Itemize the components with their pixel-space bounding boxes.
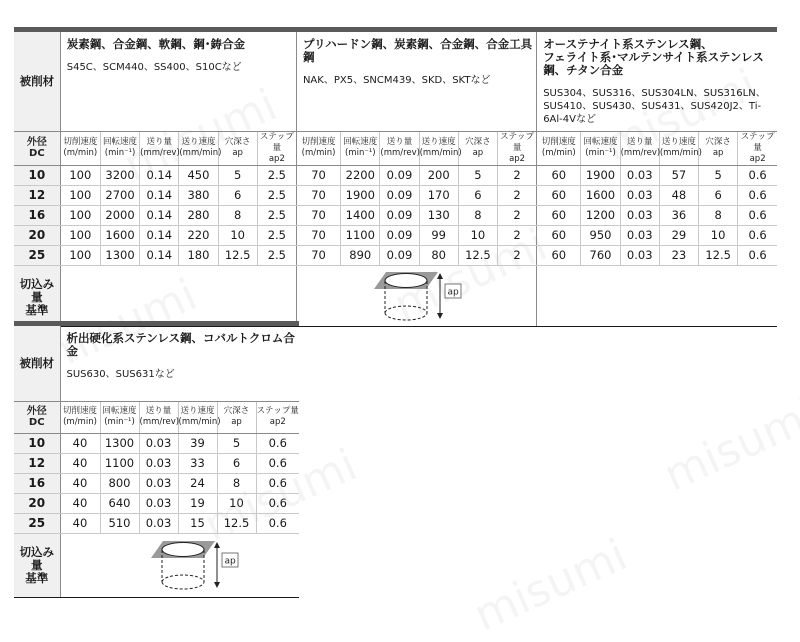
value-cell: 8 [699, 205, 738, 225]
param-unit: (mm/rev) [139, 417, 180, 427]
material-name: フェライト系･マルテンサイト系ステンレス鋼、チタン合金 [543, 50, 764, 77]
material-name: 炭素鋼、合金鋼、軟鋼、鋼･鋳合金 [66, 37, 245, 51]
value-cell: 1900 [581, 165, 620, 185]
material-grade-line: SUS410、SUS430、SUS431、SUS420J2、Ti-6Al-4Vなど [543, 101, 762, 125]
outer-diameter-label [14, 131, 60, 165]
value-cell: 0.6 [256, 453, 299, 473]
table-row [14, 245, 777, 265]
value-cell: 10 [458, 225, 497, 245]
param-unit: (mm/min) [419, 148, 462, 158]
material-grade-line: SUS304、SUS316、SUS304LN、SUS316LN、 [543, 88, 766, 99]
table-row [14, 433, 299, 453]
material-group-1 [60, 326, 299, 401]
param-name: 送り速度 [421, 137, 456, 147]
value-cell: 33 [178, 453, 217, 473]
hole-bottom-ellipse [385, 306, 427, 320]
value-cell: 0.03 [139, 453, 178, 473]
value-cell: 130 [419, 205, 458, 225]
param-name: 回転速度 [102, 406, 137, 416]
table-row [14, 453, 299, 473]
table-row [14, 513, 299, 533]
hole-top-ellipse [385, 273, 427, 287]
value-cell: 2.5 [257, 185, 296, 205]
value-cell: 2 [497, 225, 536, 245]
param-header [60, 131, 100, 165]
value-cell: 40 [60, 453, 100, 473]
value-cell: 60 [537, 185, 581, 205]
value-cell: 6 [699, 185, 738, 205]
param-header [380, 131, 419, 165]
param-header [341, 131, 380, 165]
value-cell: 890 [341, 245, 380, 265]
diameter-cell: 16 [14, 473, 60, 493]
value-cell: 100 [60, 185, 100, 205]
value-cell: 1200 [581, 205, 620, 225]
diameter-cell: 10 [14, 165, 60, 185]
param-unit: ap [712, 148, 724, 158]
value-cell: 12.5 [699, 245, 738, 265]
diameter-cell: 12 [14, 453, 60, 473]
param-name: 回転速度 [103, 137, 138, 147]
value-cell: 0.09 [380, 165, 419, 185]
value-cell: 100 [60, 165, 100, 185]
value-cell: 0.03 [139, 513, 178, 533]
value-cell: 70 [296, 245, 340, 265]
diameter-cell: 10 [14, 433, 60, 453]
param-header [296, 131, 340, 165]
value-cell: 100 [60, 245, 100, 265]
value-cell: 0.03 [620, 225, 659, 245]
value-cell: 200 [419, 165, 458, 185]
material-grades [543, 87, 777, 126]
param-name: 回転速度 [343, 137, 378, 147]
param-unit: (mm/rev) [620, 148, 661, 158]
value-cell: 2 [497, 245, 536, 265]
param-name: 穴深さ [465, 137, 491, 147]
value-cell: 640 [100, 493, 139, 513]
param-name: 送り速度 [181, 137, 216, 147]
value-cell: 800 [100, 473, 139, 493]
value-cell: 100 [60, 205, 100, 225]
depth-label-line2: 基準 [25, 302, 49, 317]
param-unit: ap2 [509, 153, 526, 164]
value-cell: 2200 [341, 165, 380, 185]
param-header [659, 131, 702, 165]
material-group-3 [537, 32, 777, 131]
parameter-header-row [14, 131, 777, 165]
work-material-label [14, 32, 60, 131]
param-header [256, 401, 299, 433]
value-cell: 2.5 [257, 245, 296, 265]
value-cell: 0.03 [620, 205, 659, 225]
value-cell: 170 [419, 185, 458, 205]
value-cell: 60 [537, 165, 581, 185]
diameter-cell: 20 [14, 493, 60, 513]
value-cell: 5 [699, 165, 738, 185]
value-cell: 1100 [341, 225, 380, 245]
value-cell: 60 [537, 225, 581, 245]
value-cell: 29 [659, 225, 698, 245]
ap-arrow-top [437, 273, 443, 279]
value-cell: 6 [218, 185, 257, 205]
value-cell: 2.5 [257, 225, 296, 245]
value-cell: 760 [581, 245, 620, 265]
value-cell: 12.5 [218, 245, 257, 265]
ap-arrow-top [214, 542, 220, 548]
value-cell: 1300 [100, 245, 139, 265]
param-unit: (mm/min) [179, 148, 222, 158]
param-name: 切削速度 [63, 137, 98, 147]
value-cell: 0.03 [620, 185, 659, 205]
value-cell: 0.6 [256, 433, 299, 453]
diameter-cell: 16 [14, 205, 60, 225]
watermark-text [657, 389, 800, 501]
value-cell: 1100 [100, 453, 139, 473]
outer-diameter-label [14, 401, 60, 433]
param-name: 送り量 [386, 137, 413, 147]
param-name: ステップ量 [500, 131, 534, 153]
value-cell: 48 [659, 185, 698, 205]
value-cell: 8 [218, 205, 257, 225]
depth-reference-label [14, 533, 60, 597]
param-header [581, 131, 620, 165]
depth-reference-row [14, 533, 299, 597]
value-cell: 2 [497, 165, 536, 185]
param-unit: (m/min) [63, 148, 98, 158]
value-cell: 2 [497, 185, 536, 205]
value-cell: 0.09 [380, 205, 419, 225]
value-cell: 70 [296, 205, 340, 225]
value-cell: 8 [217, 473, 256, 493]
hole-top-ellipse [162, 543, 204, 557]
value-cell: 380 [179, 185, 218, 205]
ap-label: ap [447, 287, 459, 297]
material-grades [67, 61, 296, 74]
param-unit: (min⁻¹) [344, 148, 376, 158]
value-cell: 12.5 [458, 245, 497, 265]
value-cell: 2 [497, 205, 536, 225]
param-name: 送り速度 [661, 137, 696, 147]
ap-label: ap [224, 556, 236, 567]
value-cell: 10 [217, 493, 256, 513]
value-cell: 510 [100, 513, 139, 533]
depth-diagram-cell [60, 265, 296, 326]
depth-diagram-cell [296, 265, 536, 326]
value-cell: 0.09 [380, 225, 419, 245]
param-unit: ap2 [268, 153, 285, 164]
value-cell: 40 [60, 493, 100, 513]
cutting-depth-diagram [151, 536, 261, 594]
value-cell: 24 [178, 473, 217, 493]
param-name: 回転速度 [583, 137, 618, 147]
param-unit: ap [231, 417, 242, 427]
value-cell: 5 [217, 433, 256, 453]
table-row [14, 205, 777, 225]
watermark-text [467, 529, 635, 641]
value-cell: 0.14 [140, 245, 179, 265]
material-grade-line: NAK、PX5、SNCM439、SKD、SKTなど [302, 75, 491, 86]
value-cell: 10 [218, 225, 257, 245]
value-cell: 70 [296, 225, 340, 245]
value-cell: 70 [296, 185, 340, 205]
param-header [458, 131, 497, 165]
material-header-row [14, 326, 299, 401]
value-cell: 0.14 [140, 225, 179, 245]
value-cell: 2.5 [257, 165, 296, 185]
table-row [14, 225, 777, 245]
param-header [620, 131, 659, 165]
material-name: オーステナイト系ステンレス鋼、 [543, 37, 713, 51]
param-unit: ap2 [749, 153, 766, 164]
param-name: 送り量 [626, 137, 653, 147]
value-cell: 15 [178, 513, 217, 533]
depth-reference-row [14, 265, 777, 326]
value-cell: 180 [179, 245, 218, 265]
ap-arrow-bottom [437, 313, 443, 319]
value-cell: 2700 [100, 185, 139, 205]
depth-diagram-cell [537, 265, 777, 326]
value-cell: 1600 [100, 225, 139, 245]
value-cell: 36 [659, 205, 698, 225]
param-name: 送り量 [145, 406, 172, 416]
param-unit: (m/min) [541, 148, 576, 158]
table-row [14, 185, 777, 205]
value-cell: 0.03 [139, 473, 178, 493]
material-header-row [14, 32, 777, 131]
value-cell: 220 [179, 225, 218, 245]
value-cell: 0.6 [738, 205, 777, 225]
material-grade-line: S45C、SCM440、SS400、S10Cなど [66, 62, 242, 73]
param-name: 穴深さ [223, 406, 250, 416]
work-material-text: 被削材 [19, 73, 55, 88]
value-cell: 0.6 [738, 165, 777, 185]
cutting-conditions-table-2 [14, 321, 299, 598]
value-cell: 10 [699, 225, 738, 245]
table-row [14, 493, 299, 513]
value-cell: 0.03 [139, 433, 178, 453]
depth-label-line1: 切込み量 [19, 544, 54, 572]
param-unit: ap2 [269, 417, 286, 427]
param-header [537, 131, 581, 165]
value-cell: 2.5 [257, 205, 296, 225]
depth-label-line1: 切込み量 [19, 276, 55, 304]
material-name: 析出硬化系ステンレス鋼、コバルトクロム合金 [66, 331, 295, 358]
value-cell: 5 [218, 165, 257, 185]
value-cell: 100 [60, 225, 100, 245]
value-cell: 3200 [100, 165, 139, 185]
value-cell: 1300 [100, 433, 139, 453]
value-cell: 0.09 [380, 185, 419, 205]
value-cell: 280 [179, 205, 218, 225]
depth-label-line2: 基準 [25, 570, 49, 585]
param-unit: (min⁻¹) [585, 148, 616, 158]
value-cell: 5 [458, 165, 497, 185]
ap-arrow-bottom [214, 582, 220, 588]
value-cell: 70 [296, 165, 340, 185]
value-cell: 950 [581, 225, 620, 245]
diameter-cell: 25 [14, 245, 60, 265]
value-cell: 57 [659, 165, 698, 185]
table-row [14, 165, 777, 185]
work-material-text: 被削材 [19, 355, 54, 370]
value-cell: 2000 [100, 205, 139, 225]
param-unit: (mm/rev) [380, 148, 420, 158]
value-cell: 8 [458, 205, 497, 225]
value-cell: 23 [659, 245, 698, 265]
param-unit: (min⁻¹) [104, 148, 136, 158]
value-cell: 12.5 [217, 513, 256, 533]
param-unit: (min⁻¹) [104, 417, 135, 427]
param-name: ステップ量 [259, 131, 294, 153]
value-cell: 0.14 [140, 205, 179, 225]
value-cell: 60 [537, 245, 581, 265]
value-cell: 39 [178, 433, 217, 453]
param-unit: (mm/min) [659, 148, 702, 158]
param-header [100, 401, 139, 433]
outer-diameter-symbol: DC [28, 417, 45, 428]
value-cell: 80 [419, 245, 458, 265]
param-header [217, 401, 256, 433]
value-cell: 6 [217, 453, 256, 473]
material-grade-line: SUS630、SUS631など [66, 369, 175, 380]
material-name: プリハードン鋼、炭素鋼、合金鋼、合金工具鋼 [302, 37, 533, 64]
value-cell: 0.6 [738, 185, 777, 205]
diameter-cell: 20 [14, 225, 60, 245]
value-cell: 1900 [341, 185, 380, 205]
value-cell: 60 [537, 205, 581, 225]
table-row [14, 473, 299, 493]
value-cell: 40 [60, 473, 100, 493]
param-unit: (mm/rev) [140, 148, 180, 158]
cutting-conditions-table-1 [14, 27, 777, 327]
cutting-depth-diagram [374, 267, 484, 325]
param-name: ステップ量 [740, 131, 775, 153]
value-cell: 19 [178, 493, 217, 513]
value-cell: 0.03 [620, 245, 659, 265]
value-cell: 0.6 [738, 245, 777, 265]
param-name: 切削速度 [301, 137, 336, 147]
outer-diameter-symbol: DC [29, 148, 45, 159]
material-group-2 [296, 32, 536, 131]
param-unit: ap [232, 148, 243, 158]
param-header [419, 131, 462, 165]
value-cell: 0.6 [256, 493, 299, 513]
param-unit: (mm/min) [178, 417, 221, 427]
value-cell: 0.14 [140, 185, 179, 205]
value-cell: 0.6 [256, 473, 299, 493]
material-grades [67, 368, 300, 381]
diameter-cell: 25 [14, 513, 60, 533]
param-header [179, 131, 222, 165]
value-cell: 0.09 [380, 245, 419, 265]
parameter-header-row [14, 401, 299, 433]
depth-reference-label [14, 265, 60, 326]
param-header [178, 401, 221, 433]
value-cell: 1400 [341, 205, 380, 225]
value-cell: 0.6 [738, 225, 777, 245]
value-cell: 0.03 [139, 493, 178, 513]
param-unit: ap [472, 148, 484, 158]
outer-diameter-text: 外径 [26, 137, 47, 148]
diameter-cell: 12 [14, 185, 60, 205]
param-header [60, 401, 100, 433]
param-unit: (m/min) [301, 148, 336, 158]
param-header [140, 131, 179, 165]
value-cell: 99 [419, 225, 458, 245]
param-header [257, 131, 296, 165]
value-cell: 450 [179, 165, 218, 185]
value-cell: 6 [458, 185, 497, 205]
param-header [139, 401, 178, 433]
param-name: 送り速度 [180, 406, 215, 416]
param-name: ステップ量 [256, 406, 299, 416]
material-group-1 [60, 32, 296, 131]
value-cell: 0.03 [620, 165, 659, 185]
param-name: 穴深さ [705, 137, 731, 147]
param-header [699, 131, 738, 165]
param-unit: (m/min) [63, 417, 97, 427]
param-header [497, 131, 536, 165]
work-material-label [14, 326, 60, 401]
param-header [218, 131, 257, 165]
param-name: 切削速度 [541, 137, 576, 147]
param-name: 切削速度 [62, 406, 97, 416]
depth-diagram-cell [60, 533, 299, 597]
param-header [100, 131, 139, 165]
value-cell: 40 [60, 513, 100, 533]
material-grades [303, 74, 536, 87]
param-header [738, 131, 777, 165]
outer-diameter-text: 外径 [26, 406, 47, 417]
value-cell: 40 [60, 433, 100, 453]
value-cell: 1600 [581, 185, 620, 205]
hole-bottom-ellipse [162, 575, 204, 589]
param-name: 穴深さ [224, 137, 251, 147]
param-name: 送り量 [146, 137, 172, 147]
value-cell: 0.14 [140, 165, 179, 185]
value-cell: 0.6 [256, 513, 299, 533]
